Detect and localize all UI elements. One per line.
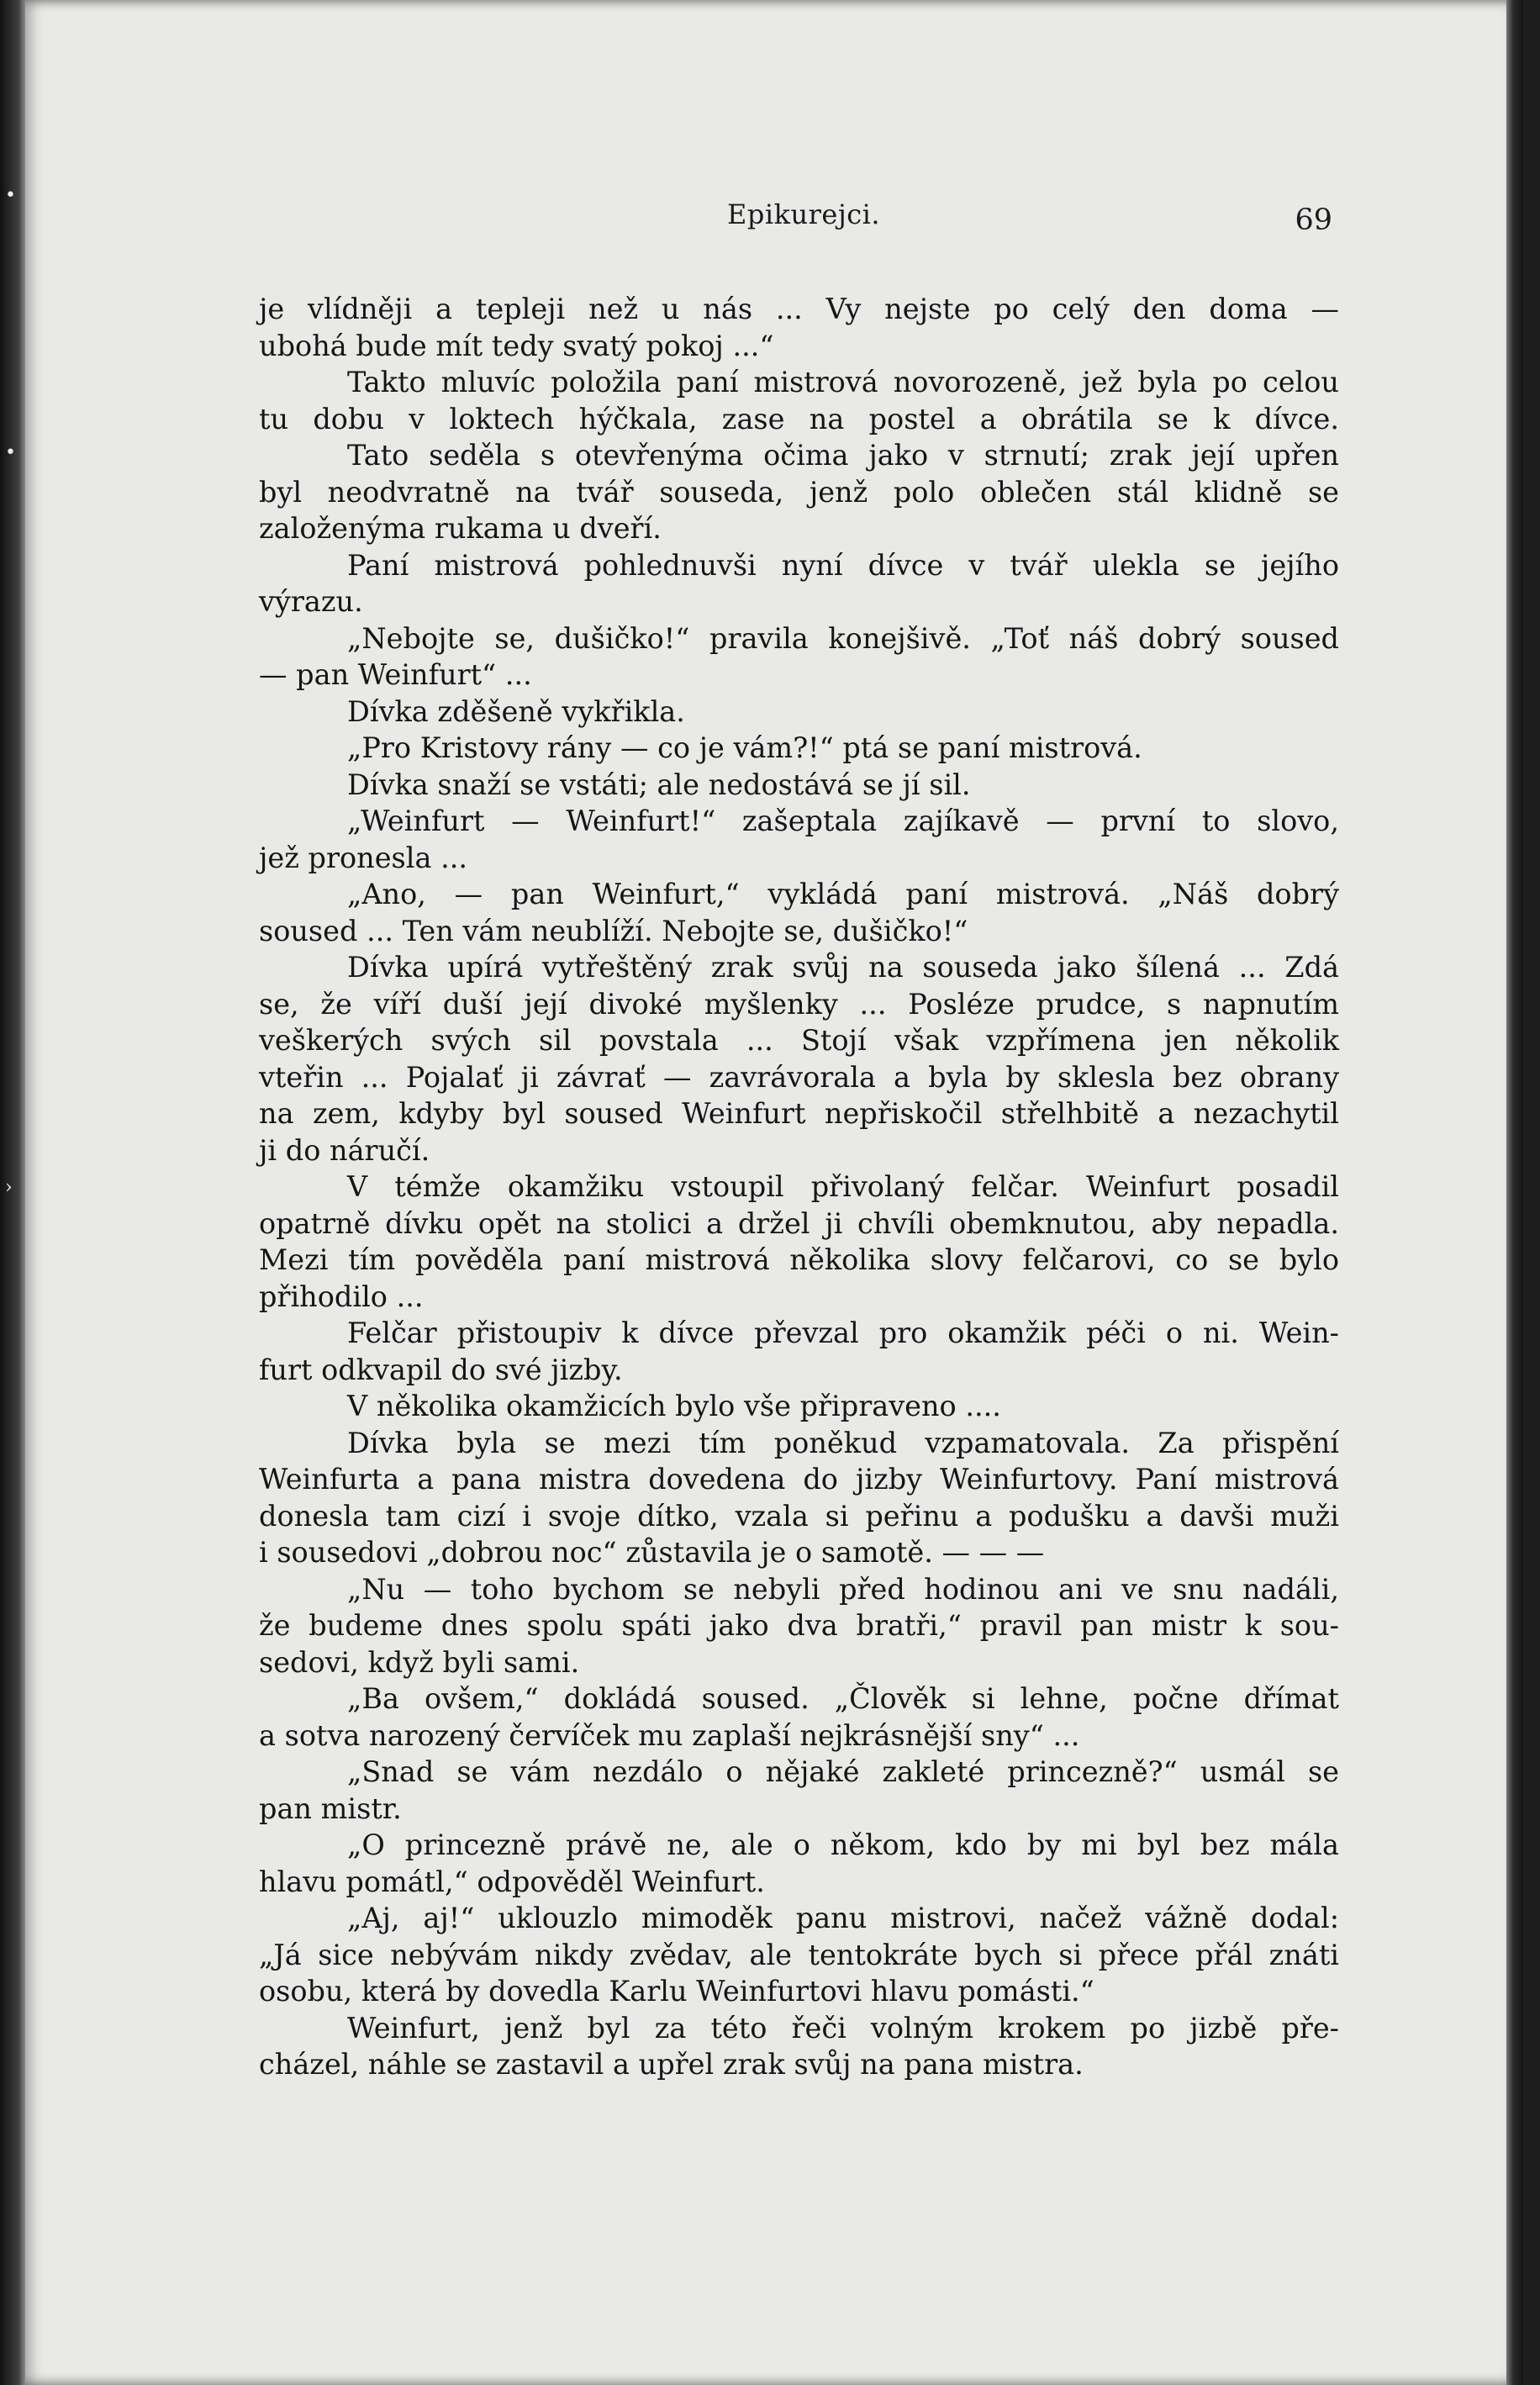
margin-mark: ›: [5, 1177, 13, 1198]
text-line: Weinfurta a pana mistra dovedena do jizby Weinfurtovy. Paní mistrová: [259, 1463, 1339, 1496]
text-line: „Nu — toho bychom se nebyli před hodinou ani ve snu nadáli,: [347, 1572, 1339, 1606]
text-line: na zem, kdyby byl soused Weinfurt nepřiskočil střelhbitě a nezachytil: [259, 1097, 1339, 1130]
text-line: „Ba ovšem,“ dokládá soused. „Člověk si lehne, počne dřímat: [347, 1682, 1339, 1715]
text-line: ubohá bude mít tedy svatý pokoj ...“: [259, 329, 774, 362]
text-line: výrazu.: [259, 585, 363, 618]
text-line: Dívka snaží se vstáti; ale nedostává se jí sil.: [347, 768, 971, 801]
text-line: Tato seděla s otevřenýma očima jako v strnutí; zrak její upřen: [347, 439, 1339, 472]
text-line: založenýma rukama u dveří.: [259, 512, 662, 545]
text-line: Dívka zděšeně vykřikla.: [347, 694, 685, 728]
text-line: veškerých svých sil povstala ... Stojí však vzpřímena jen několik: [259, 1024, 1339, 1057]
book-page: [25, 0, 1523, 2385]
body-text: [259, 291, 1339, 2083]
text-line: vteřin ... Pojalať ji závrať — zavrávorala a byla by sklesla bez obrany: [259, 1060, 1339, 1094]
text-line: V několika okamžicích bylo vše připraveno ....: [347, 1390, 1001, 1422]
text-line: „Ano, — pan Weinfurt,“ vykládá paní mistrová. „Náš dobrý: [347, 878, 1339, 910]
text-line: furt odkvapil do své jizby.: [259, 1353, 623, 1386]
text-line: „Snad se vám nezdálo o nějaké zakleté princezně?“ usmál se: [347, 1755, 1339, 1788]
text-line: V témže okamžiku vstoupil přivolaný felčar. Weinfurt posadil: [347, 1170, 1339, 1203]
running-title: Epikurejci.: [727, 198, 881, 230]
page-right-edge: [1506, 0, 1523, 2385]
text-line: „Nebojte se, dušičko!“ pravila konejšivě. „Toť náš dobrý soused: [347, 621, 1339, 655]
text-line: Takto mluvíc položila paní mistrová novorozeně, jež byla po celou: [347, 366, 1339, 398]
text-line: cházel, náhle se zastavil a upřel zrak svůj na pana mistra.: [259, 2048, 1084, 2081]
text-line: „Weinfurt — Weinfurt!“ zašeptala zajíkavě — první to slovo,: [347, 805, 1339, 837]
margin-mark: •: [5, 442, 16, 463]
text-line: soused ... Ten vám neublíží. Nebojte se, dušičko!“: [259, 914, 968, 947]
text-line: hlavu pomátl,“ odpověděl Weinfurt.: [259, 1865, 765, 1898]
text-line: jež pronesla ...: [259, 841, 468, 874]
text-line: že budeme dnes spolu spáti jako dva bratři,“ pravil pan mistr k sou-: [259, 1609, 1339, 1642]
text-line: donesla tam cizí i svoje dítko, vzala si peřinu a podušku a davši muži: [259, 1499, 1339, 1533]
text-line: opatrně dívku opět na stolici a držel ji chvíli obemknutou, aby nepadla.: [259, 1206, 1339, 1240]
text-line: „Já sice nebývám nikdy zvědav, ale tentokráte bych si přece přál znáti: [259, 1938, 1339, 1971]
text-line: Felčar přistoupiv k dívce převzal pro okamžik péči o ni. Wein-: [347, 1316, 1339, 1349]
text-line: přihodilo ...: [259, 1280, 424, 1313]
text-line: tu dobu v loktech hýčkala, zase na postel a obrátila se k dívce.: [259, 402, 1339, 435]
text-line: „Aj, aj!“ uklouzlo mimoděk panu mistrovi, načež vážně dodal:: [347, 1902, 1339, 1934]
margin-mark: •: [5, 185, 16, 206]
text-line: „O princezně právě ne, ale o někom, kdo by mi byl bez mála: [347, 1828, 1339, 1861]
text-line: pan mistr.: [259, 1791, 402, 1825]
text-line: Dívka byla se mezi tím poněkud vzpamatovala. Za přispění: [347, 1426, 1339, 1459]
text-line: sedovi, když byli sami.: [259, 1645, 580, 1679]
text-line: se, že víří duší její divoké myšlenky ... Posléze prudce, s napnutím: [259, 987, 1339, 1021]
page-number: 69: [1295, 203, 1332, 237]
margin-marks: [5, 0, 22, 2385]
text-line: Mezi tím pověděla paní mistrová několika slovy felčarovi, co se bylo: [259, 1243, 1339, 1276]
text-line: i sousedovi „dobrou noc“ zůstavila je o samotě. — — —: [259, 1536, 1045, 1569]
text-line: osobu, která by dovedla Karlu Weinfurtovi hlavu pomásti.“: [259, 1975, 1094, 2008]
text-line: Paní mistrová pohlednuvši nyní dívce v tvář ulekla se jejího: [347, 548, 1339, 582]
text-line: byl neodvratně na tvář souseda, jenž polo oblečen stál klidně se: [259, 475, 1339, 509]
text-line: je vlídněji a tepleji než u nás ... Vy nejste po celý den doma —: [259, 293, 1339, 325]
text-line: — pan Weinfurt“ ...: [259, 658, 532, 691]
text-line: Dívka upírá vytřeštěný zrak svůj na souseda jako šílená ... Zdá: [347, 951, 1339, 984]
text-line: Weinfurt, jenž byl za této řeči volným krokem po jizbě pře-: [347, 2011, 1339, 2045]
text-line: „Pro Kristovy rány — co je vám?!“ ptá se paní mistrová.: [347, 731, 1142, 764]
text-line: ji do náručí.: [259, 1133, 430, 1167]
text-line: a sotva narozený červíček mu zaplaší nejkrásnější sny“ ...: [259, 1718, 1080, 1752]
page-header: [240, 198, 1332, 240]
